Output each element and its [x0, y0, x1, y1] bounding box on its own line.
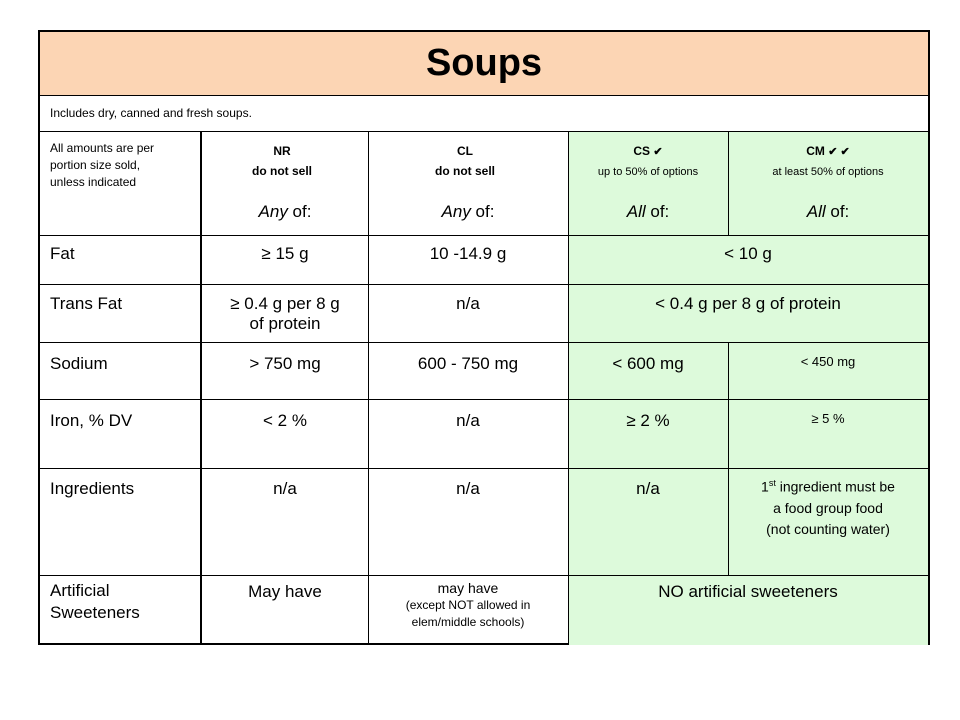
fat-nr: ≥ 15 g [261, 244, 309, 263]
trans-fat-cl: n/a [456, 294, 480, 313]
column-sub: do not sell [252, 164, 312, 178]
qualifier-word: All [806, 202, 826, 221]
table-title: Soups [40, 32, 928, 96]
column-divider [568, 132, 569, 645]
row-divider [40, 468, 928, 469]
iron-nr: < 2 % [263, 411, 307, 430]
sodium-cm: < 450 mg [800, 354, 856, 369]
fat-cl: 10 -14.9 g [429, 244, 507, 263]
qualifier-cs [568, 202, 728, 222]
cell-line: Sweeteners [50, 603, 140, 622]
checkmark-icon: ✔ ✔ [828, 146, 850, 158]
ingredients-nr: n/a [273, 479, 297, 498]
cell-line: Artificial [50, 581, 110, 600]
cell-text: ingredient must be [775, 478, 895, 495]
sodium-cl: 600 - 750 mg [417, 354, 519, 373]
fat-cs-cm: < 10 g [724, 244, 772, 263]
sweeteners-cs-cm: NO artificial sweeteners [658, 582, 838, 601]
qualifier-suffix: of: [825, 202, 850, 221]
row-divider [40, 342, 928, 343]
qualifier-suffix: of: [645, 202, 670, 221]
ordinal-number: 1 [761, 478, 769, 495]
sodium-cs: < 600 mg [612, 354, 684, 373]
qualifier-suffix: of: [470, 202, 495, 221]
column-header-cm [728, 144, 928, 178]
row-divider [40, 284, 928, 285]
column-divider [728, 132, 729, 235]
column-divider [728, 342, 729, 575]
sodium-nr: > 750 mg [249, 354, 321, 373]
column-divider [200, 132, 202, 645]
row-label-sodium: Sodium [50, 354, 108, 373]
qualifier-word: Any [258, 202, 288, 221]
scope-note: Includes dry, canned and fresh soups. [40, 96, 928, 132]
amounts-note-line: unless indicated [50, 175, 137, 189]
ordinal-suffix: st [768, 478, 776, 488]
cell-line: elem/middle schools) [411, 615, 525, 629]
row-label-fat: Fat [50, 244, 75, 263]
column-code: NR [273, 144, 291, 158]
row-divider [40, 399, 928, 400]
checkmark-icon: ✔ [653, 146, 663, 158]
sweeteners-cl [368, 580, 568, 631]
ingredients-cm [728, 473, 928, 540]
row-label-ingredients: Ingredients [50, 479, 135, 498]
ingredients-cs: n/a [636, 479, 660, 498]
column-divider [368, 132, 369, 645]
qualifier-cl [368, 202, 568, 222]
iron-cm: ≥ 5 % [811, 411, 845, 426]
cell-line: (except NOT allowed in [405, 598, 531, 612]
cell-line: a food group food [773, 499, 883, 516]
cell-line: of protein [249, 314, 321, 333]
row-label-trans-fat: Trans Fat [50, 294, 123, 313]
column-header-cs [568, 144, 728, 178]
sweeteners-nr: May have [248, 582, 322, 601]
nutrition-standards-table [38, 30, 930, 645]
row-divider [40, 575, 928, 576]
column-header-nr [202, 144, 362, 178]
column-sub: do not sell [435, 164, 495, 178]
qualifier-nr [202, 202, 368, 222]
cell-line: may have [437, 580, 499, 596]
cell-line: ≥ 0.4 g per 8 g [230, 294, 340, 313]
row-divider [40, 235, 928, 236]
iron-cl: n/a [456, 411, 480, 430]
amounts-note-line: portion size sold, [50, 158, 141, 172]
qualifier-word: Any [441, 202, 471, 221]
row-label-sweeteners [40, 580, 140, 624]
column-code: CS [633, 144, 651, 158]
column-sub: up to 50% of options [597, 166, 699, 178]
iron-cs: ≥ 2 % [626, 411, 670, 430]
amounts-note-line: All amounts are per [50, 141, 155, 155]
amounts-note [50, 140, 200, 191]
column-header-cl [370, 144, 560, 178]
ingredients-cl: n/a [456, 479, 480, 498]
row-label-iron: Iron, % DV [50, 411, 133, 430]
qualifier-suffix: of: [287, 202, 312, 221]
qualifier-word: All [626, 202, 646, 221]
trans-fat-cs-cm: < 0.4 g per 8 g of protein [655, 294, 841, 313]
qualifier-cm [728, 202, 928, 222]
cell-line [728, 473, 928, 498]
column-code: CL [457, 144, 473, 158]
cell-line: (not counting water) [766, 520, 890, 537]
column-code: CM [806, 144, 825, 158]
trans-fat-nr [202, 294, 368, 334]
column-sub: at least 50% of options [772, 166, 884, 178]
